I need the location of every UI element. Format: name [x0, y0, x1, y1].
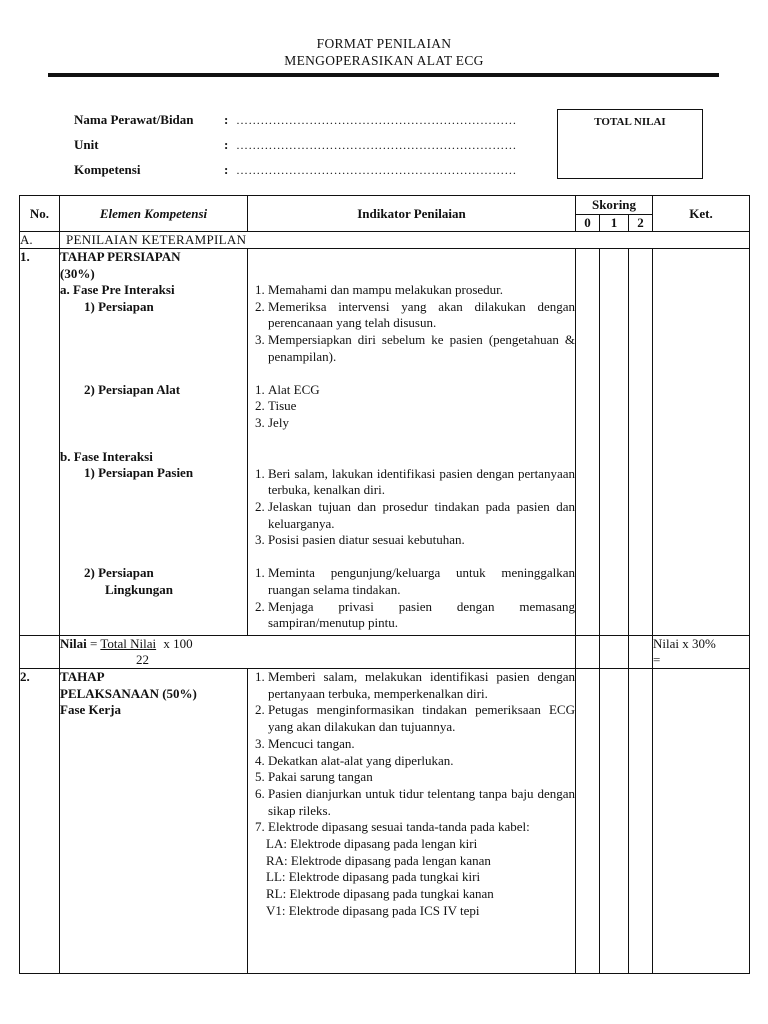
nilai-score-1-cell: [600, 636, 629, 669]
row2-score-2-cell[interactable]: [629, 669, 653, 974]
list-item: 1. Alat ECG: [268, 382, 575, 399]
nilai-ket: [653, 636, 750, 669]
header-no: No.: [20, 196, 60, 232]
document-title-line2: MENGOPERASIKAN ALAT ECG: [284, 53, 484, 68]
nilai-no-cell: [20, 636, 60, 669]
row1-score-0-cell[interactable]: [576, 249, 600, 636]
row2-ket-cell[interactable]: [653, 669, 750, 974]
list-item: 2. Memeriksa intervensi yang akan dilakukan dengan perencanaan yang telah disusun.: [268, 299, 575, 332]
row1-lingkungan-label: Lingkungan: [105, 581, 173, 597]
row1-indikator: [248, 249, 576, 636]
field-label-unit: Unit: [74, 137, 99, 152]
row1-ket-cell[interactable]: [653, 249, 750, 636]
row1-persiapan-lingkungan: 2) Persiapan: [84, 564, 154, 580]
table-row: [20, 669, 750, 974]
row1-fase-b: b. Fase Interaksi: [60, 448, 153, 464]
section-a-letter: A.: [20, 232, 60, 249]
nilai-score-0-cell: [576, 636, 600, 669]
list-item: 3. Posisi pasien diatur sesuai kebutuhan.: [268, 532, 575, 549]
nilai-label: Nilai: [60, 636, 87, 651]
nilai-row: [20, 636, 750, 669]
list-item: 2. Menjaga privasi pasien dengan memasang sampiran/menutup pintu.: [268, 599, 575, 632]
row1-persiapan-pasien: 1) Persiapan Pasien: [84, 465, 194, 481]
list-item: 3. Mempersiapkan diri sebelum ke pasien (pengetahuan & penampilan).: [268, 332, 575, 365]
header-ket: Ket.: [653, 196, 750, 232]
row1-score-2-cell[interactable]: [629, 249, 653, 636]
nilai-denominator: 22: [136, 652, 149, 667]
field-input-unit[interactable]: ……………………………………………………………: [236, 138, 517, 152]
list-item: 6. Pasien dianjurkan untuk tidur telentang tanpa baju dengan sikap rileks.: [268, 786, 575, 819]
title-divider: [48, 73, 719, 77]
row2-elemen: [60, 669, 248, 974]
header-elemen: Elemen Kompetensi: [60, 196, 248, 232]
row1-fase-a: a. Fase Pre Interaksi: [60, 282, 175, 298]
total-nilai-label: TOTAL NILAI: [594, 116, 666, 128]
row2-score-1-cell[interactable]: [600, 669, 629, 974]
list-item: 2. Petugas menginformasikan tindakan pemeriksaan ECG yang akan dilakukan dan tujuannya.: [268, 702, 575, 735]
row2-no: 2.: [20, 669, 60, 974]
list-item: LA: Elektrode dipasang pada lengan kiri: [266, 836, 478, 852]
field-label-nama: Nama Perawat/Bidan: [74, 112, 194, 127]
list-item: LL: Elektrode dipasang pada tungkai kiri: [266, 869, 481, 885]
nilai-formula: [60, 636, 576, 669]
field-input-nama[interactable]: ……………………………………………………………: [236, 113, 517, 127]
list-item: 7. Elektrode dipasang sesuai tanda-tanda pada kabel:: [268, 819, 575, 836]
row1-elemen: [60, 249, 248, 636]
nilai-ket-line2: =: [653, 652, 661, 667]
list-item: 1. Beri salam, lakukan identifikasi pasien dengan pertanyaan terbuka, kenalkan diri.: [268, 466, 575, 499]
list-item: 2. Jelaskan tujuan dan prosedur tindakan pada pasien dan keluarganya.: [268, 499, 575, 532]
row1-title-line1: TAHAP PERSIAPAN: [60, 249, 181, 264]
field-input-kompetensi[interactable]: ……………………………………………………………: [236, 163, 517, 177]
header-indikator: Indikator Penilaian: [248, 196, 576, 232]
list-item: V1: Elektrode dipasang pada ICS IV tepi: [266, 902, 480, 918]
row2-title-line1: TAHAP: [60, 669, 105, 684]
section-a-title: PENILAIAN KETERAMPILAN: [60, 232, 750, 249]
list-item: RA: Elektrode dipasang pada lengan kanan: [266, 852, 491, 868]
document-title-line1: FORMAT PENILAIAN: [316, 36, 452, 51]
list-item: 1. Memahami dan mampu melakukan prosedur.: [268, 282, 575, 299]
row2-fase: Fase Kerja: [60, 702, 122, 718]
list-item: RL: Elektrode dipasang pada tungkai kanan: [266, 886, 494, 902]
row1-persiapan-alat: 2) Persiapan Alat: [84, 381, 181, 397]
list-item: 1. Meminta pengunjung/keluarga untuk meninggalkan ruangan selama tindakan.: [268, 565, 575, 598]
field-label-kompetensi: Kompetensi: [74, 162, 141, 177]
header-score-2: 2: [629, 215, 653, 232]
list-item: 5. Pakai sarung tangan: [268, 769, 575, 786]
list-item: 1. Memberi salam, melakukan identifikasi pasien dengan pertanyaan terbuka, memperkenalkan diri.: [268, 669, 575, 702]
nilai-ket-line1: Nilai x 30%: [653, 636, 716, 651]
list-item: 4. Dekatkan alat-alat yang diperlukan.: [268, 753, 575, 770]
header-skoring: Skoring: [576, 196, 653, 215]
header-score-0: 0: [576, 215, 600, 232]
nilai-total: Total Nilai: [100, 636, 157, 651]
row1-title-line2: (30%): [60, 265, 95, 281]
nilai-mult: x 100: [163, 636, 193, 651]
field-colon-kompetensi: :: [224, 162, 229, 177]
row1-score-1-cell[interactable]: [600, 249, 629, 636]
row1-no: 1.: [20, 249, 60, 636]
row2-score-0-cell[interactable]: [576, 669, 600, 974]
field-colon-unit: :: [224, 137, 229, 152]
row2-title-line2: PELAKSANAAN (50%): [60, 685, 197, 701]
total-nilai-box[interactable]: [557, 109, 703, 179]
assessment-table: [19, 195, 750, 974]
list-item: 3. Mencuci tangan.: [268, 736, 575, 753]
list-item: 2. Tisue: [268, 398, 575, 415]
row1-persiapan: 1) Persiapan: [84, 299, 154, 315]
nilai-score-2-cell: [629, 636, 653, 669]
list-item: 3. Jely: [268, 415, 575, 432]
row2-indikator: [248, 669, 576, 974]
nilai-equals: =: [89, 636, 98, 651]
field-colon-nama: :: [224, 112, 229, 127]
table-row: [20, 249, 750, 636]
header-score-1: 1: [600, 215, 629, 232]
